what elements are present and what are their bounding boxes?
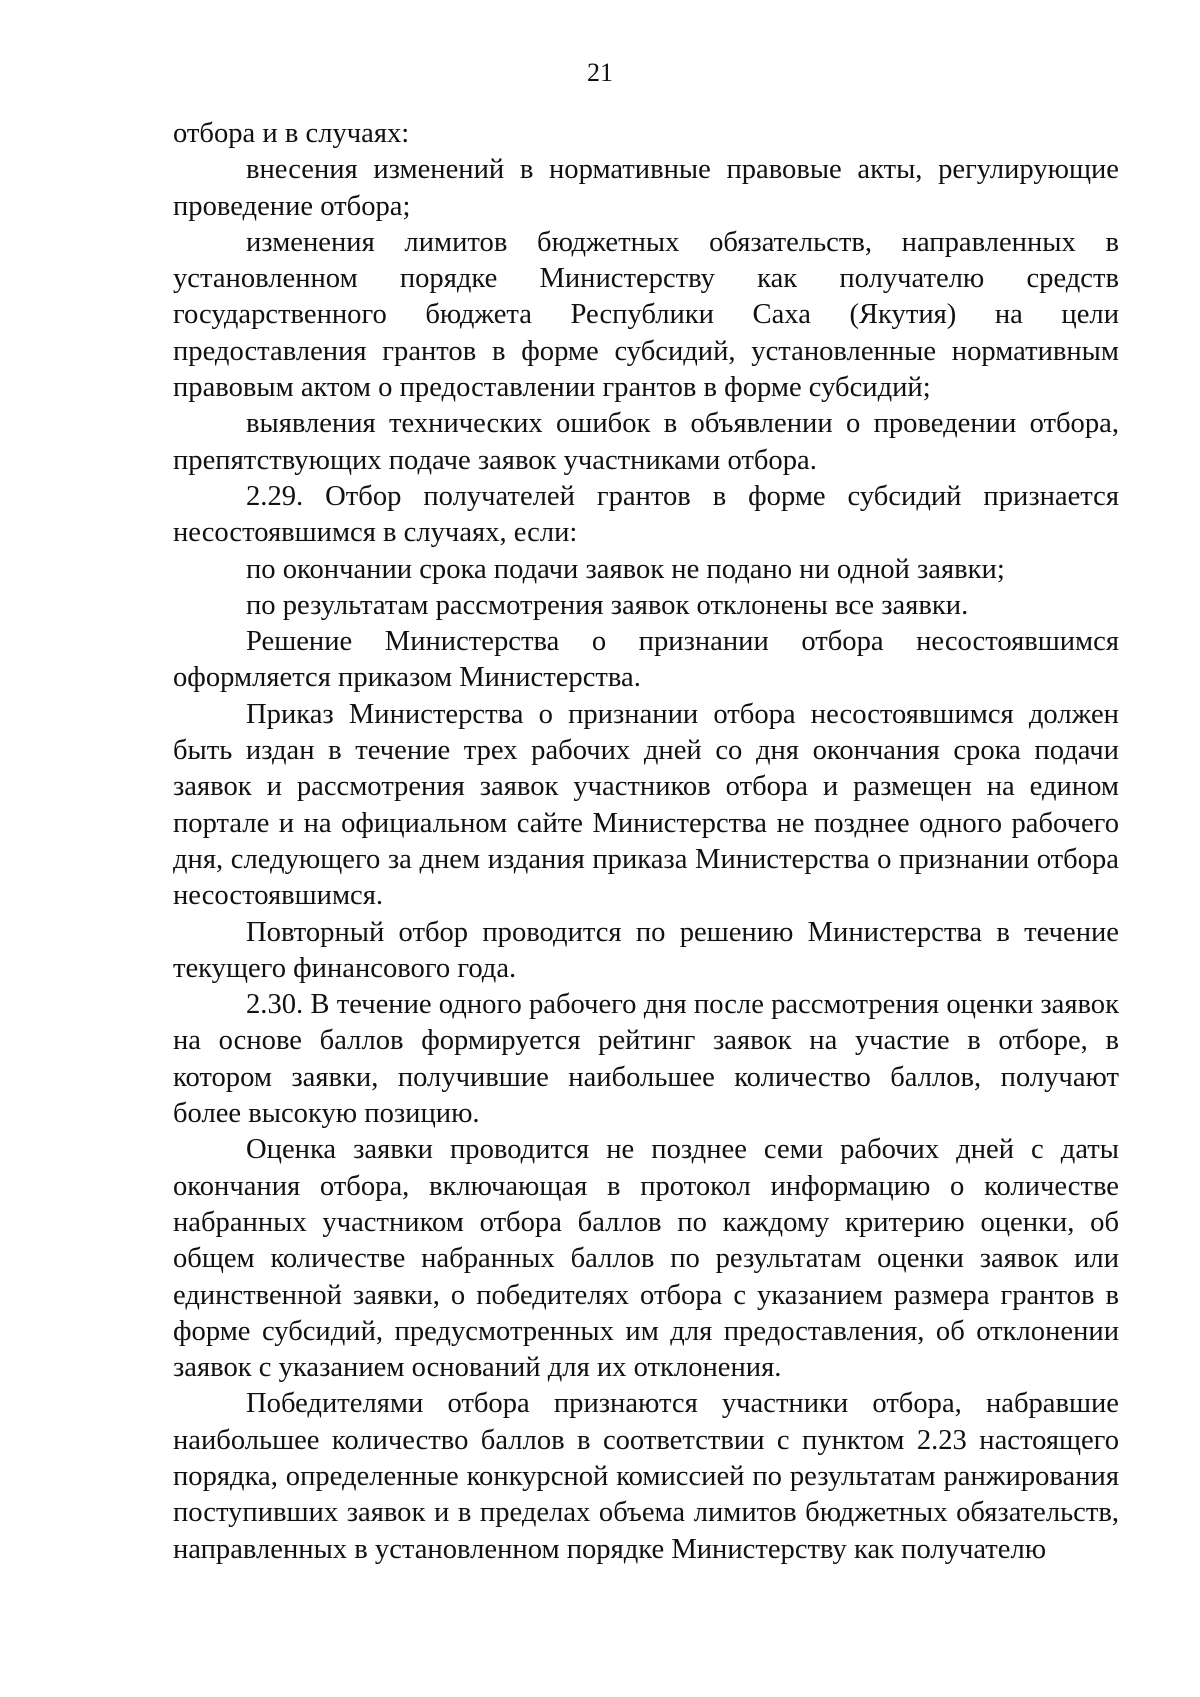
paragraph-2: изменения лимитов бюджетных обязательств, направленных в установленном порядке Министерству как получателю средств государственного бюджета Республики Саха (Якутия) на цели предоставления грантов в форме субсидий, установленные нормативным правовым актом о предоставлении грантов в форме субсидий; <box>173 226 1119 404</box>
paragraph-9: Повторный отбор проводится по решению Министерства в течение текущего финансового года. <box>173 916 1119 984</box>
paragraph-12: Победителями отбора признаются участники отбора, набравшие наибольшее количество баллов в соответствии с пунктом 2.23 настоящего порядка, определенные конкурсной комиссией по результатам ранжирования поступивших заявок и в пределах объема лимитов бюджетных обязательств, направленных в установленном порядке Министерству как получателю <box>173 1388 1119 1565</box>
paragraph-5: по окончании срока подачи заявок не подано ни одной заявки; <box>246 553 1005 585</box>
paragraph-7: Решение Министерства о признании отбора несостоявшимся оформляется приказом Министерства. <box>173 626 1119 694</box>
page-number: 21 <box>587 58 613 87</box>
paragraph-0: отбора и в случаях: <box>173 118 410 149</box>
paragraph-11: Оценка заявки проводится не позднее семи рабочих дней с даты окончания отбора, включающая в протокол информацию о количестве набранных участником отбора баллов по каждому критерию оценки, об общем количестве набранных баллов по результатам оценки заявок или единственной заявки, о победителях отбора с указанием размера грантов в форме субсидий, предусмотренных им для предоставления, об отклонении заявок с указанием оснований для их отклонения. <box>173 1134 1119 1384</box>
paragraph-8: Приказ Министерства о признании отбора несостоявшимся должен быть издан в течение трех рабочих дней со дня окончания срока подачи заявок и рассмотрения заявок участников отбора и размещен на едином портале и на официальном сайте Министерства не позднее одного рабочего дня, следующего за днем издания приказа Министерства о признании отбора несостоявшимся. <box>173 698 1119 912</box>
document-body <box>173 116 1119 1568</box>
paragraph-1: внесения изменений в нормативные правовые акты, регулирующие проведение отбора; <box>173 154 1119 222</box>
paragraph-3: выявления технических ошибок в объявлении о проведении отбора, препятствующих подаче заявок участниками отбора. <box>173 408 1119 476</box>
paragraph-4: 2.29. Отбор получателей грантов в форме субсидий признается несостоявшимся в случаях, если: <box>173 480 1119 549</box>
paragraph-10: 2.30. В течение одного рабочего дня после рассмотрения оценки заявок на основе баллов формируется рейтинг заявок на участие в отборе, в котором заявки, получившие наибольшее количество баллов, получают более высокую позицию. <box>173 989 1119 1130</box>
paragraph-6: по результатам рассмотрения заявок отклонены все заявки. <box>246 589 969 621</box>
